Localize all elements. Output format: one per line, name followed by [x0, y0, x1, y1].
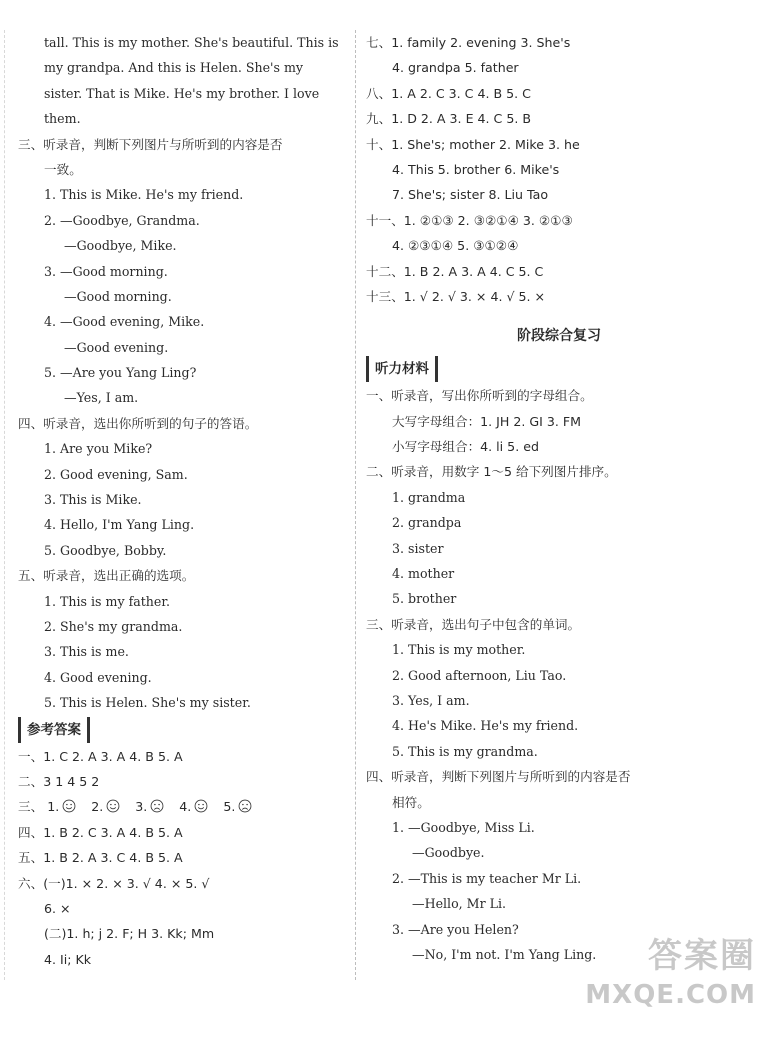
answer-number: 3.: [135, 799, 148, 815]
smiley-face-icon: [62, 799, 76, 813]
list-item: —Good evening.: [64, 339, 169, 355]
list-item: 4. Hello, I'm Yang Ling.: [44, 517, 195, 533]
answer-line: 四、1. B 2. C 3. A 4. B 5. A: [18, 824, 183, 840]
section-3-title: 三、听录音，判断下列图片与所听到的内容是否: [18, 136, 283, 152]
story-line: sister. That is Mike. He's my brother. I love: [44, 85, 320, 101]
answer-key-header: 参考答案: [18, 717, 90, 743]
answer-line: 六、(一)1. × 2. × 3. √ 4. × 5. √: [18, 875, 210, 891]
list-item: 小写字母组合：4. li 5. ed: [392, 439, 539, 455]
smiley-face-icon: [106, 799, 120, 813]
answer-line: 4. grandpa 5. father: [392, 60, 519, 76]
section-3-title-cont: 一致。: [44, 161, 82, 177]
answer-line: 八、1. A 2. C 3. C 4. B 5. C: [366, 85, 531, 101]
answer-line: 4. This 5. brother 6. Mike's: [392, 161, 560, 177]
list-item: 2. She's my grandma.: [44, 618, 183, 634]
list-item: 1. —Goodbye, Miss Li.: [392, 819, 535, 835]
list-item: 1. This is my mother.: [392, 642, 526, 658]
story-line: my grandpa. And this is Helen. She's my: [44, 60, 304, 76]
list-item: 2. Good afternoon, Liu Tao.: [392, 667, 567, 683]
answer-line: 7. She's; sister 8. Liu Tao: [392, 187, 549, 203]
list-item: 3. —Good morning.: [44, 263, 168, 279]
answer-number: 5.: [223, 799, 236, 815]
list-item: 4. Good evening.: [44, 669, 152, 685]
list-item: 3. This is me.: [44, 644, 129, 660]
list-item: 5. This is my grandma.: [392, 743, 538, 759]
answer-line: 五、1. B 2. A 3. C 4. B 5. A: [18, 850, 183, 866]
answer-line: 十一、1. ②①③ 2. ③②①④ 3. ②①③: [366, 212, 573, 228]
watermark-logo: [566, 932, 756, 1022]
list-item: —Good morning.: [64, 288, 172, 304]
question-1-title: 一、听录音，写出你所听到的字母组合。: [366, 388, 593, 404]
review-title: 阶段综合复习: [517, 328, 601, 345]
watermark-url: MXQE.COM: [585, 980, 756, 1010]
list-item: 2. —This is my teacher Mr Li.: [392, 870, 582, 886]
list-item: —Yes, I am.: [64, 390, 139, 406]
right-column: [366, 30, 752, 967]
list-item: 3. This is Mike.: [44, 492, 142, 508]
list-item: 1. This is Mike. He's my friend.: [44, 187, 244, 203]
list-item: —Hello, Mr Li.: [412, 896, 506, 912]
question-4-title: 四、听录音，判断下列图片与所听到的内容是否: [366, 769, 631, 785]
answer-prefix: 三、: [18, 799, 44, 815]
answer-line: 十二、1. B 2. A 3. A 4. C 5. C: [366, 263, 544, 279]
list-item: 1. Are you Mike?: [44, 441, 153, 457]
section-5-title: 五、听录音，选出正确的选项。: [18, 568, 195, 584]
answer-line: 一、1. C 2. A 3. A 4. B 5. A: [18, 748, 183, 764]
answer-line: 九、1. D 2. A 3. E 4. C 5. B: [366, 111, 531, 127]
list-item: 2. grandpa: [392, 515, 462, 531]
list-item: 4. He's Mike. He's my friend.: [392, 718, 579, 734]
list-item: 3. Yes, I am.: [392, 692, 470, 708]
question-4-title-cont: 相符。: [392, 794, 430, 810]
answer-number: 4.: [179, 799, 192, 815]
smiley-face-icon: [194, 799, 208, 813]
list-item: 4. mother: [392, 566, 455, 582]
sad-face-icon: [150, 799, 164, 813]
list-item: 3. —Are you Helen?: [392, 921, 519, 937]
list-item: 2. Good evening, Sam.: [44, 466, 188, 482]
story-line: tall. This is my mother. She's beautiful. This is: [44, 35, 339, 50]
listening-material-header: 听力材料: [366, 356, 438, 382]
list-item: 4. —Good evening, Mike.: [44, 314, 205, 330]
list-item: 1. grandma: [392, 489, 466, 505]
list-item: 1. This is my father.: [44, 593, 171, 609]
watermark-text: 答案圈: [648, 936, 756, 976]
list-item: 3. sister: [392, 540, 444, 556]
sad-face-icon: [238, 799, 252, 813]
story-line: them.: [44, 111, 81, 127]
question-2-title: 二、听录音，用数字 1～5 给下列图片排序。: [366, 464, 617, 480]
left-column: [18, 30, 348, 972]
list-item: 5. Goodbye, Bobby.: [44, 542, 167, 558]
list-item: 5. brother: [392, 591, 457, 607]
list-item: —Goodbye, Mike.: [64, 238, 177, 254]
answer-number: 1.: [47, 799, 60, 815]
list-item: 5. —Are you Yang Ling?: [44, 365, 197, 381]
list-item: 2. —Goodbye, Grandma.: [44, 212, 200, 228]
column-divider: [355, 30, 356, 980]
answer-line: 七、1. family 2. evening 3. She's: [366, 35, 571, 50]
answer-line-faces: [18, 794, 348, 819]
answer-line: 二、3 1 4 5 2: [18, 773, 100, 789]
list-item: 5. This is Helen. She's my sister.: [44, 695, 251, 711]
answer-line: 6. ×: [44, 900, 71, 916]
list-item: —Goodbye.: [412, 845, 485, 861]
list-item: —No, I'm not. I'm Yang Ling.: [412, 946, 597, 962]
section-4-title: 四、听录音，选出你所听到的句子的答语。: [18, 415, 258, 431]
answer-number: 2.: [91, 799, 104, 815]
answer-line: 十、1. She's; mother 2. Mike 3. he: [366, 136, 580, 152]
face-answers: [47, 799, 255, 814]
margin-line: [4, 30, 5, 980]
question-3-title: 三、听录音，选出句子中包含的单词。: [366, 616, 581, 632]
answer-line: 4. ②③①④ 5. ③①②④: [392, 238, 519, 254]
answer-line: 十三、1. √ 2. √ 3. × 4. √ 5. ×: [366, 288, 546, 304]
answer-line: 4. Ii; Kk: [44, 951, 92, 967]
answer-line: (二)1. h; j 2. F; H 3. Kk; Mm: [44, 926, 215, 942]
list-item: 大写字母组合：1. JH 2. GI 3. FM: [392, 413, 581, 429]
